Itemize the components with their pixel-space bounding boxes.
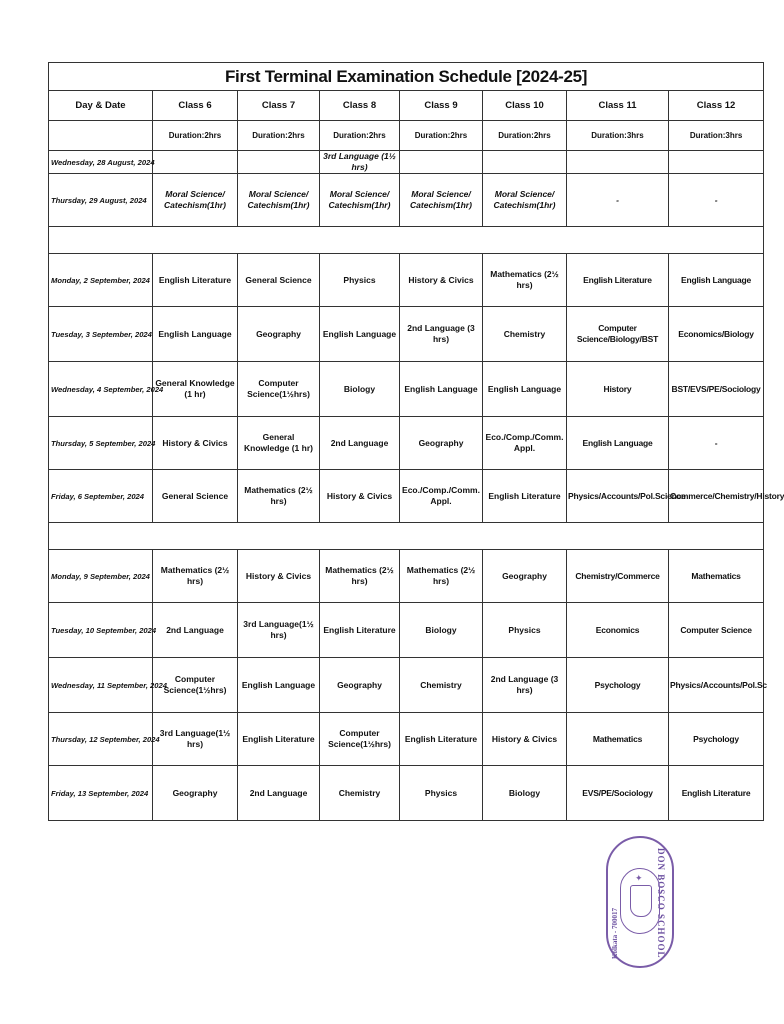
duration-cell: Duration:2hrs [238, 121, 320, 151]
separator-cell [49, 227, 764, 254]
school-seal-stamp [606, 836, 674, 968]
exam-subject-cell: Eco./Comp./Comm. Appl. [483, 417, 567, 470]
exam-subject-cell: Mathematics (2½ hrs) [153, 550, 238, 603]
schedule-row [49, 713, 764, 766]
exam-subject-cell: Mathematics (2½ hrs) [320, 550, 400, 603]
exam-subject-cell: Physics/Accounts/Pol.Sc [669, 658, 764, 713]
header-class-11: Class 11 [567, 91, 669, 121]
duration-cell: Duration:2hrs [483, 121, 567, 151]
row-date: Wednesday, 11 September, 2024 [49, 658, 153, 713]
exam-subject-cell: Moral Science/ Catechism(1hr) [400, 174, 483, 227]
exam-subject-cell: Chemistry [400, 658, 483, 713]
exam-subject-cell [153, 151, 238, 174]
exam-subject-cell: General Knowledge (1 hr) [238, 417, 320, 470]
exam-subject-cell: Mathematics (2½ hrs) [238, 470, 320, 523]
exam-subject-cell: Computer Science(1½hrs) [238, 362, 320, 417]
row-date: Wednesday, 4 September, 2024 [49, 362, 153, 417]
exam-subject-cell: Physics [400, 766, 483, 821]
exam-subject-cell: 2nd Language (3 hrs) [483, 658, 567, 713]
exam-subject-cell: BST/EVS/PE/Sociology [669, 362, 764, 417]
exam-subject-cell: Geography [320, 658, 400, 713]
exam-subject-cell: 3rd Language(1½ hrs) [238, 603, 320, 658]
exam-subject-cell: Chemistry/Commerce [567, 550, 669, 603]
duration-cell: Duration:2hrs [320, 121, 400, 151]
exam-subject-cell: Biology [320, 362, 400, 417]
exam-subject-cell: Mathematics [669, 550, 764, 603]
exam-subject-cell: History & Civics [400, 254, 483, 307]
exam-subject-cell: Mathematics (2½ hrs) [400, 550, 483, 603]
schedule-sheet [48, 62, 784, 821]
header-class-6: Class 6 [153, 91, 238, 121]
exam-subject-cell: Commerce/Chemistry/History [669, 470, 764, 523]
exam-subject-cell: Computer Science [669, 603, 764, 658]
exam-subject-cell: English Literature [400, 713, 483, 766]
schedule-row [49, 151, 764, 174]
row-date: Thursday, 12 September, 2024 [49, 713, 153, 766]
exam-subject-cell: English Literature [483, 470, 567, 523]
schedule-row [49, 417, 764, 470]
exam-subject-cell: Physics [320, 254, 400, 307]
exam-subject-cell: History & Civics [320, 470, 400, 523]
exam-subject-cell: - [567, 174, 669, 227]
schedule-row [49, 470, 764, 523]
exam-subject-cell: English Literature [320, 603, 400, 658]
row-date: Wednesday, 28 August, 2024 [49, 151, 153, 174]
exam-subject-cell: Chemistry [483, 307, 567, 362]
exam-subject-cell [669, 151, 764, 174]
exam-subject-cell: English Language [153, 307, 238, 362]
schedule-row [49, 766, 764, 821]
row-date: Monday, 2 September, 2024 [49, 254, 153, 307]
schedule-row [49, 254, 764, 307]
exam-subject-cell: English Literature [567, 254, 669, 307]
schedule-row [49, 658, 764, 713]
exam-subject-cell: Moral Science/ Catechism(1hr) [320, 174, 400, 227]
exam-subject-cell: Computer Science(1½hrs) [320, 713, 400, 766]
exam-subject-cell: Computer Science/Biology/BST [567, 307, 669, 362]
exam-subject-cell: Physics/Accounts/Pol.Science [567, 470, 669, 523]
exam-subject-cell: 2nd Language (3 hrs) [400, 307, 483, 362]
exam-subject-cell: English Language [320, 307, 400, 362]
row-date: Monday, 9 September, 2024 [49, 550, 153, 603]
schedule-row [49, 550, 764, 603]
exam-subject-cell: Biology [483, 766, 567, 821]
exam-subject-cell [567, 151, 669, 174]
row-date: Thursday, 29 August, 2024 [49, 174, 153, 227]
exam-subject-cell: Psychology [567, 658, 669, 713]
exam-subject-cell [483, 151, 567, 174]
exam-subject-cell: Mathematics [567, 713, 669, 766]
exam-subject-cell: Computer Science(1½hrs) [153, 658, 238, 713]
exam-subject-cell: - [669, 174, 764, 227]
duration-cell: Duration:2hrs [153, 121, 238, 151]
exam-subject-cell: English Language [400, 362, 483, 417]
header-class-8: Class 8 [320, 91, 400, 121]
exam-subject-cell: 2nd Language [153, 603, 238, 658]
schedule-row [49, 603, 764, 658]
exam-subject-cell [400, 151, 483, 174]
exam-subject-cell: General Knowledge (1 hr) [153, 362, 238, 417]
exam-subject-cell: 3rd Language (1½ hrs) [320, 151, 400, 174]
row-date: Thursday, 5 September, 2024 [49, 417, 153, 470]
schedule-title: First Terminal Examination Schedule [2024-25] [49, 63, 764, 91]
exam-schedule-table [48, 62, 784, 821]
exam-subject-cell: History & Civics [483, 713, 567, 766]
row-date: Friday, 6 September, 2024 [49, 470, 153, 523]
schedule-row [49, 307, 764, 362]
exam-subject-cell: Geography [153, 766, 238, 821]
week-separator-row [49, 227, 764, 254]
header-day-date: Day & Date [49, 91, 153, 121]
exam-subject-cell: History & Civics [238, 550, 320, 603]
exam-subject-cell: English Literature [669, 766, 764, 821]
exam-subject-cell: English Language [483, 362, 567, 417]
duration-cell: Duration:2hrs [400, 121, 483, 151]
header-class-7: Class 7 [238, 91, 320, 121]
stamp-place: Kolkata - 700017 [611, 908, 619, 959]
exam-subject-cell: Chemistry [320, 766, 400, 821]
exam-subject-cell: Geography [483, 550, 567, 603]
exam-subject-cell: 2nd Language [238, 766, 320, 821]
exam-subject-cell: - [669, 417, 764, 470]
exam-subject-cell: Economics/Biology [669, 307, 764, 362]
header-class-12: Class 12 [669, 91, 764, 121]
exam-subject-cell: 3rd Language(1½ hrs) [153, 713, 238, 766]
exam-subject-cell: History & Civics [153, 417, 238, 470]
exam-subject-cell: Geography [400, 417, 483, 470]
exam-subject-cell: Geography [238, 307, 320, 362]
stamp-inner-ring [620, 868, 660, 934]
exam-subject-cell: English Literature [153, 254, 238, 307]
header-class-10: Class 10 [483, 91, 567, 121]
exam-subject-cell: History [567, 362, 669, 417]
exam-subject-cell: Biology [400, 603, 483, 658]
exam-subject-cell: Moral Science/ Catechism(1hr) [153, 174, 238, 227]
row-date: Tuesday, 3 September, 2024 [49, 307, 153, 362]
week-separator-row [49, 523, 764, 550]
exam-subject-cell: English Language [567, 417, 669, 470]
crest-icon [630, 885, 652, 917]
exam-subject-cell: 2nd Language [320, 417, 400, 470]
exam-subject-cell: Physics [483, 603, 567, 658]
exam-subject-cell: Psychology [669, 713, 764, 766]
star-icon: ✦ [635, 873, 643, 883]
header-class-9: Class 9 [400, 91, 483, 121]
exam-subject-cell: English Literature [238, 713, 320, 766]
schedule-row [49, 362, 764, 417]
exam-subject-cell: Moral Science/ Catechism(1hr) [483, 174, 567, 227]
exam-subject-cell: Mathematics (2½ hrs) [483, 254, 567, 307]
exam-subject-cell: English Language [669, 254, 764, 307]
exam-subject-cell: Eco./Comp./Comm. Appl. [400, 470, 483, 523]
duration-cell: Duration:3hrs [567, 121, 669, 151]
exam-subject-cell: General Science [153, 470, 238, 523]
exam-subject-cell: Moral Science/ Catechism(1hr) [238, 174, 320, 227]
exam-subject-cell: General Science [238, 254, 320, 307]
duration-cell: Duration:3hrs [669, 121, 764, 151]
exam-subject-cell: Economics [567, 603, 669, 658]
schedule-row [49, 174, 764, 227]
stamp-school-name: DON BOSCO SCHOOL [656, 848, 666, 959]
duration-empty-cell [49, 121, 153, 151]
separator-cell [49, 523, 764, 550]
exam-subject-cell: EVS/PE/Sociology [567, 766, 669, 821]
row-date: Tuesday, 10 September, 2024 [49, 603, 153, 658]
row-date: Friday, 13 September, 2024 [49, 766, 153, 821]
exam-subject-cell [238, 151, 320, 174]
exam-subject-cell: English Language [238, 658, 320, 713]
